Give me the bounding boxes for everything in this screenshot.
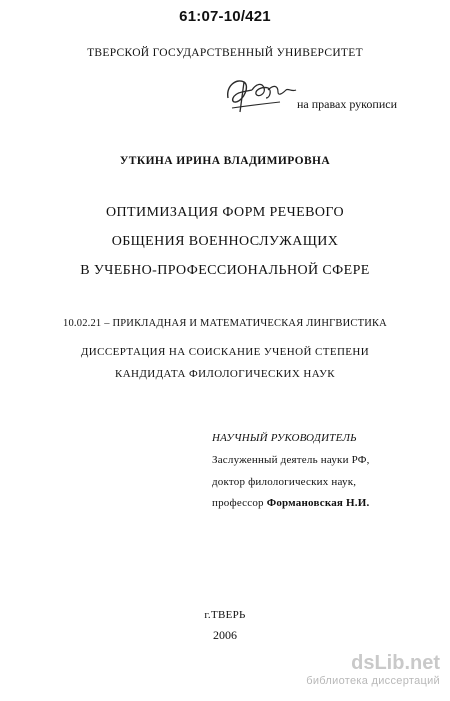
university-name: ТВЕРСКОЙ ГОСУДАРСТВЕННЫЙ УНИВЕРСИТЕТ: [87, 47, 363, 59]
manuscript-note: на правах рукописи: [297, 97, 397, 111]
specialty-code: 10.02.21 – ПРИКЛАДНАЯ И МАТЕМАТИЧЕСКАЯ ЛИНГВИСТИКА: [63, 318, 387, 329]
city: г.ТВЕРЬ: [204, 609, 246, 621]
title-line-2: ОБЩЕНИЯ ВОЕННОСЛУЖАЩИХ: [111, 234, 339, 249]
document-number: 61:07-10/421: [179, 8, 271, 25]
year: 2006: [213, 628, 237, 642]
advisor-label: НАУЧНЫЙ РУКОВОДИТЕЛЬ: [212, 432, 357, 444]
advisor-rank: профессор: [212, 497, 267, 509]
watermark-subtitle: библиотека диссертаций: [306, 675, 440, 687]
title-line-3: В УЧЕБНО-ПРОФЕССИОНАЛЬНОЙ СФЕРЕ: [80, 263, 370, 278]
degree-line-1: ДИССЕРТАЦИЯ НА СОИСКАНИЕ УЧЕНОЙ СТЕПЕНИ: [80, 346, 370, 358]
advisor-title-3: [212, 497, 369, 509]
advisor-name: Формановская Н.И.: [266, 497, 370, 509]
handwritten-signature: [222, 68, 302, 118]
watermark: [306, 652, 440, 688]
advisor-title-2: доктор филологических наук,: [212, 476, 357, 488]
advisor-title-1: Заслуженный деятель науки РФ,: [212, 454, 370, 466]
title-line-1: ОПТИМИЗАЦИЯ ФОРМ РЕЧЕВОГО: [106, 205, 344, 220]
watermark-logo: dsLib.net: [351, 652, 440, 674]
author-name: УТКИНА ИРИНА ВЛАДИМИРОВНА: [119, 155, 331, 167]
degree-line-2: КАНДИДАТА ФИЛОЛОГИЧЕСКИХ НАУК: [114, 368, 336, 380]
